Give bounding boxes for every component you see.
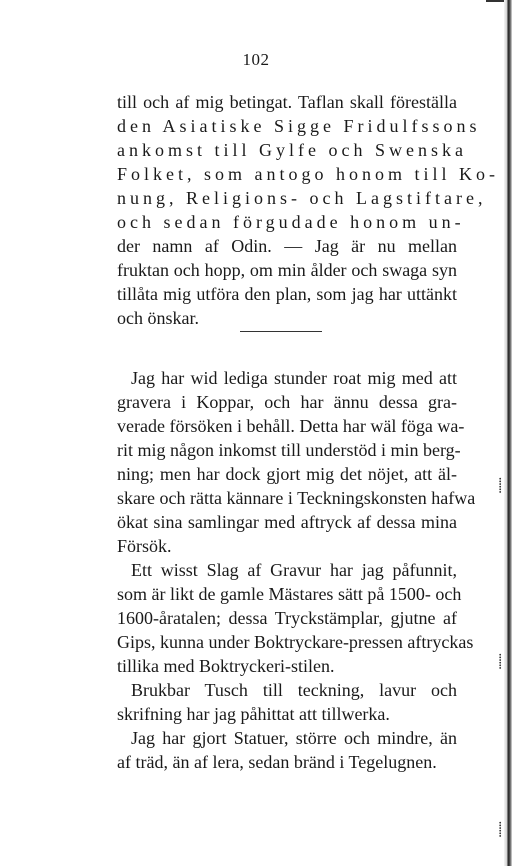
text-line: rit mig någon inkomst till understöd i min berg- [117, 440, 461, 460]
text-line: skare och rätta kännare i Teckningskonsten hafwa [117, 488, 476, 508]
binding-mark: ⸽ [498, 823, 502, 838]
text-line: ning; men har dock gjort mig det nöjet, att äl- [117, 464, 457, 484]
text-line: tillika med Boktryckeri-stilen. [117, 656, 335, 676]
text-line: tillåta mig utföra den plan, som jag har uttänkt [117, 284, 457, 304]
text-line: den Asiatiske Sigge Fridulfssons [117, 116, 481, 136]
text-line: ankomst till Gylfe och Swenska [117, 140, 467, 160]
text-line: Gips, kunna under Boktryckare-pressen aftryckas [117, 632, 474, 652]
text-line: som är likt de gamle Mästares sätt på 1500- och [117, 584, 462, 604]
paragraph-gravur [117, 558, 474, 678]
paragraph-statuer [117, 726, 457, 774]
text-line: Jag har wid lediga stunder roat mig med att [131, 368, 457, 388]
text-line: Ett wisst Slag af Gravur har jag påfunnit, [131, 560, 457, 580]
text-line: 1600-åratalen; dessa Tryckstämplar, gjutne af [117, 608, 457, 628]
binding-mark: ⸽ [498, 479, 502, 494]
paragraph-intro-continuation [117, 90, 499, 330]
text-line: af träd, än af lera, sedan bränd i Tegelugnen. [117, 752, 437, 772]
paragraph-tusch [117, 678, 457, 726]
binding-mark: ⸽ [498, 655, 502, 670]
corner-rule [486, 0, 504, 2]
text-line: till och af mig betingat. Taflan skall föreställa [117, 92, 457, 112]
paragraph-engraving [117, 366, 476, 558]
text-line: ökat sina samlingar med aftryck af dessa mina [117, 512, 457, 532]
text-line: och sedan förgudade honom un- [117, 212, 465, 232]
text-line: Jag har gjort Statuer, större och mindre, än [131, 728, 457, 748]
text-line: och önskar. [117, 308, 199, 328]
text-line: fruktan och hopp, om min ålder och swaga syn [117, 260, 457, 280]
text-line: Brukbar Tusch till teckning, lavur och [131, 680, 457, 700]
section-divider [240, 331, 322, 332]
text-line: nung, Religions- och Lagstiftare, [117, 188, 487, 208]
text-line: skrifning har jag påhittat att tillwerka. [117, 704, 390, 724]
text-line: Folket, som antogo honom till Ko- [117, 164, 499, 184]
page-edge-shadow [504, 0, 512, 866]
text-line: der namn af Odin. — Jag är nu mellan [117, 236, 457, 256]
text-line: verade försöken i behåll. Detta har wäl föga wa- [117, 416, 465, 436]
text-line: Försök. [117, 536, 172, 556]
page-number: 102 [242, 50, 270, 69]
text-line: gravera i Koppar, och har ännu dessa gra- [117, 392, 457, 412]
